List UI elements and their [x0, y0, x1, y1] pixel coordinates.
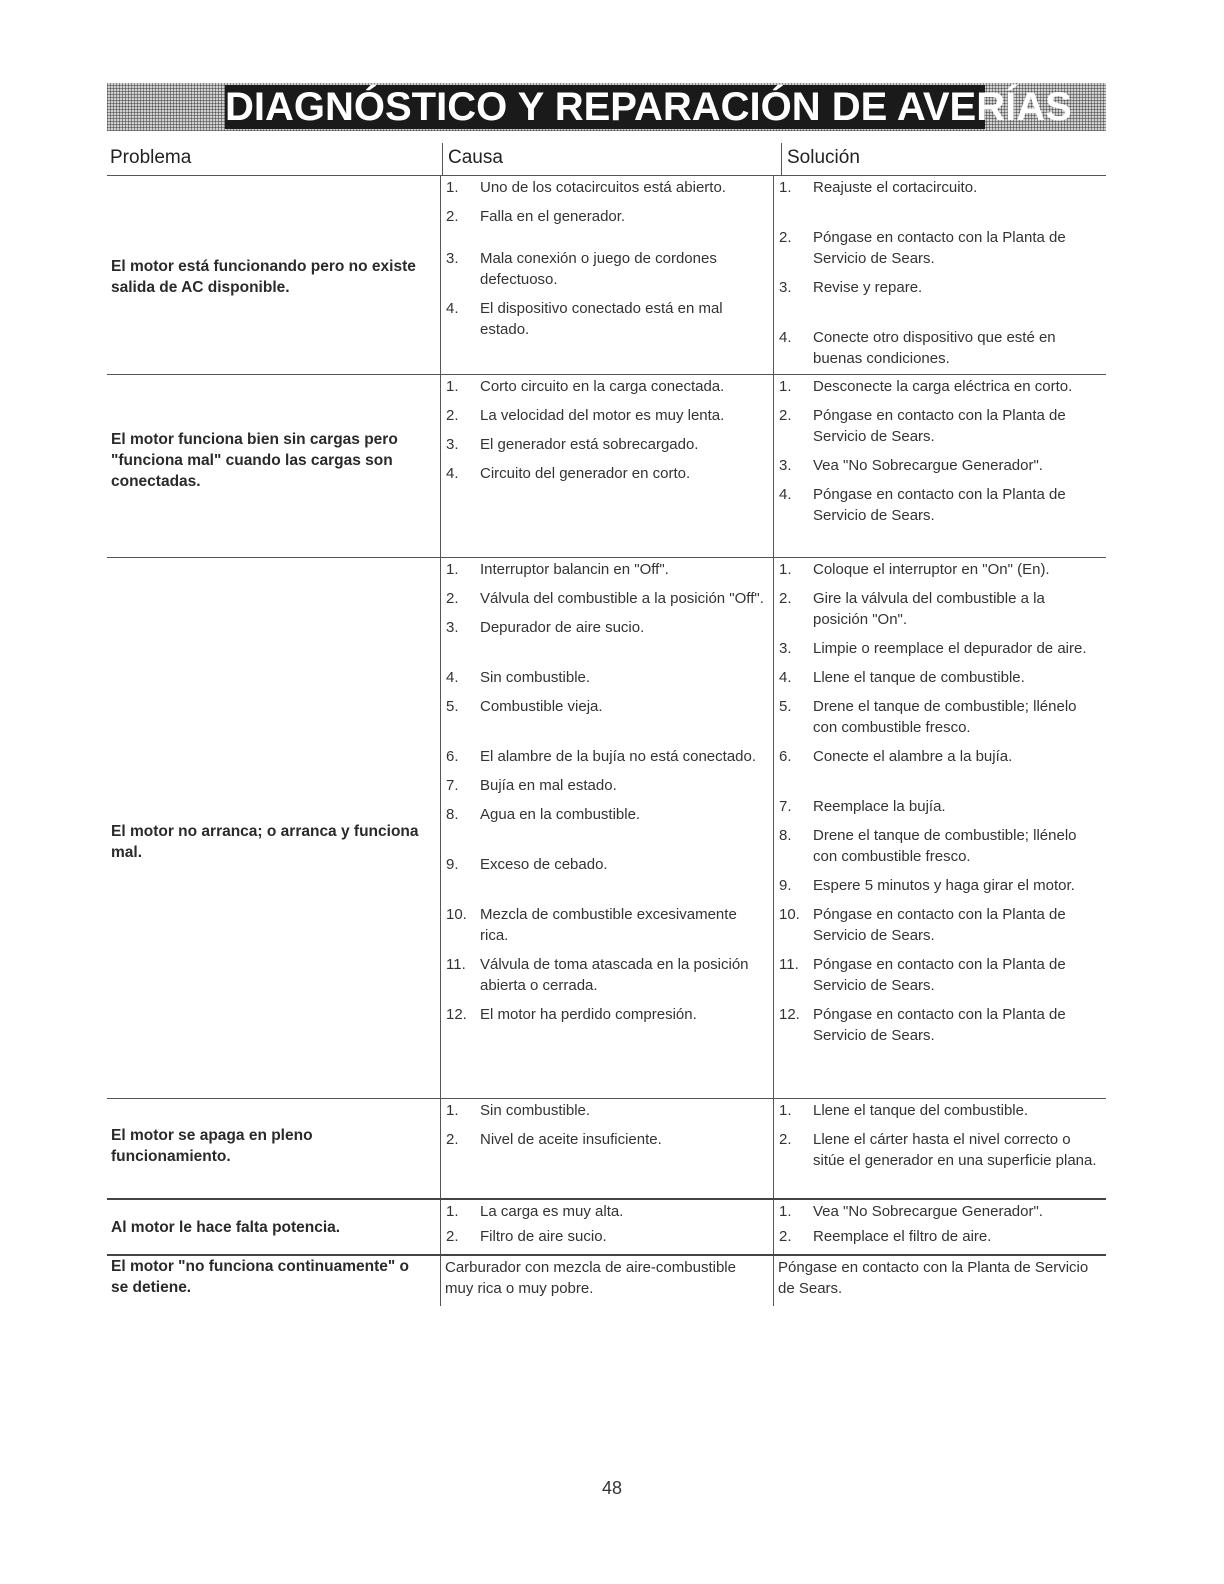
list-item: 2. La velocidad del motor es muy lenta.: [446, 407, 725, 424]
cause-cell: [440, 1256, 773, 1306]
list-item: 4. Sin combustible.: [446, 669, 591, 686]
list-item: 2. Falla en el generador.: [446, 208, 626, 225]
header-solucion: Solución: [781, 143, 1106, 175]
table-row: [107, 375, 1106, 558]
header-problema: Problema: [110, 147, 192, 168]
list-item: 1. Reajuste el cortacircuito.: [779, 179, 978, 196]
list-item: 2. Llene el cárter hasta el nivel correcto o sitúe el generador en una superficie plana.: [779, 1131, 1097, 1169]
list-item: 10. Póngase en contacto con la Planta de Servicio de Sears.: [779, 906, 1066, 944]
list-item: 9. Exceso de cebado.: [446, 856, 608, 873]
table-row: [107, 1099, 1106, 1200]
list-item: 9. Espere 5 minutos y haga girar el motor.: [779, 877, 1075, 894]
table-row: [107, 1200, 1106, 1256]
list-item: 7. Reemplace la bujía.: [779, 798, 946, 815]
list-item: 8. Drene el tanque de combustible; llénelo con combustible fresco.: [779, 827, 1077, 865]
list-item: 1. La carga es muy alta.: [446, 1203, 624, 1220]
list-item: 5. Drene el tanque de combustible; llénelo con combustible fresco.: [779, 698, 1077, 736]
list-item: 3. El generador está sobrecargado.: [446, 436, 699, 453]
page-number: 48: [601, 1478, 623, 1498]
table-row: [107, 1256, 1106, 1306]
list-item: 2. Filtro de aire sucio.: [446, 1228, 607, 1245]
list-item: 4. Conecte otro dispositivo que esté en buenas condiciones.: [779, 329, 1056, 367]
list-item: 8. Agua en la combustible.: [446, 806, 641, 823]
list-item: 4. El dispositivo conectado está en mal estado.: [446, 300, 723, 338]
list-item: 10. Mezcla de combustible excesivamente rica.: [446, 906, 737, 944]
header-causa: Causa: [442, 143, 781, 175]
list-item: 2. Gire la válvula del combustible a la posición "On".: [779, 590, 1045, 628]
list-item: 2. Válvula del combustible a la posición "Off".: [446, 590, 764, 607]
list-item: 1. Sin combustible.: [446, 1102, 591, 1119]
list-item: 1. Uno de los cotacircuitos está abierto.: [446, 179, 726, 196]
list-item: 3. Revise y repare.: [779, 279, 923, 296]
list-item: 11. Póngase en contacto con la Planta de Servicio de Sears.: [779, 956, 1066, 994]
cause-cell: [440, 375, 773, 557]
problem-cell: Al motor le hace falta potencia.: [111, 1218, 341, 1236]
problem-cell: El motor no arranca; o arranca y funciona mal.: [111, 823, 419, 861]
list-item: 12. El motor ha perdido compresión.: [446, 1006, 697, 1023]
list-item: 1. Corto circuito en la carga conectada.: [446, 378, 725, 395]
list-item: 4. Circuito del generador en corto.: [446, 465, 691, 482]
problem-cell: El motor está funcionando pero no existe salida de AC disponible.: [111, 258, 416, 296]
list-item: 1. Desconecte la carga eléctrica en corto.: [779, 378, 1073, 395]
cause-cell: [440, 176, 773, 374]
cause-cell: [440, 1200, 773, 1254]
table-header: [107, 143, 1106, 176]
list-item: 2. Póngase en contacto con la Planta de Servicio de Sears.: [779, 229, 1066, 267]
title-banner: [107, 83, 1106, 131]
list-item: 1. Llene el tanque del combustible.: [779, 1102, 1029, 1119]
list-item: 5. Combustible vieja.: [446, 698, 603, 715]
solution-cell: [773, 1256, 1106, 1306]
problem-cell: El motor "no funciona continuamente" o se detiene.: [111, 1258, 410, 1296]
table-row: [107, 558, 1106, 1099]
list-item: 4. Llene el tanque de combustible.: [779, 669, 1025, 686]
list-item: 7. Bujía en mal estado.: [446, 777, 617, 794]
solution-cell: [773, 558, 1106, 1098]
list-item: 6. Conecte el alambre a la bujía.: [779, 748, 1013, 765]
cause-text: Carburador con mezcla de aire-combustible muy rica o muy pobre.: [445, 1259, 736, 1297]
solution-cell: [773, 375, 1106, 557]
list-item: 11. Válvula de toma atascada en la posición abierta o cerrada.: [446, 956, 749, 994]
problem-cell: El motor se apaga en pleno funcionamiento.: [111, 1126, 313, 1165]
list-item: 2. Póngase en contacto con la Planta de Servicio de Sears.: [779, 407, 1066, 445]
list-item: 3. Vea "No Sobrecargue Generador".: [779, 457, 1043, 474]
list-item: 12. Póngase en contacto con la Planta de Servicio de Sears.: [779, 1006, 1066, 1044]
list-item: 3. Depurador de aire sucio.: [446, 619, 645, 636]
list-item: 4. Póngase en contacto con la Planta de Servicio de Sears.: [779, 486, 1066, 524]
problem-cell: El motor funciona bien sin cargas pero "funciona mal" cuando las cargas son conectadas.: [111, 430, 398, 490]
solution-cell: [773, 1099, 1106, 1198]
page-title: DIAGNÓSTICO Y REPARACIÓN DE AVERÍAS: [225, 85, 1072, 129]
list-item: 1. Vea "No Sobrecargue Generador".: [779, 1203, 1043, 1220]
solution-text: Póngase en contacto con la Planta de Servicio de Sears.: [778, 1259, 1089, 1297]
list-item: 1. Coloque el interruptor en "On" (En).: [779, 561, 1050, 578]
list-item: 3. Mala conexión o juego de cordones defectuoso.: [446, 250, 717, 288]
cause-cell: [440, 1099, 773, 1198]
troubleshooting-table: [107, 143, 1106, 1306]
list-item: 6. El alambre de la bujía no está conectado.: [446, 748, 757, 765]
list-item: 1. Interruptor balancin en "Off".: [446, 561, 669, 578]
solution-cell: [773, 176, 1106, 374]
list-item: 2. Nivel de aceite insuficiente.: [446, 1131, 662, 1148]
solution-cell: [773, 1200, 1106, 1254]
list-item: 3. Limpie o reemplace el depurador de aire.: [779, 640, 1087, 657]
cause-cell: [440, 558, 773, 1098]
table-row: [107, 176, 1106, 375]
list-item: 2. Reemplace el filtro de aire.: [779, 1228, 992, 1245]
